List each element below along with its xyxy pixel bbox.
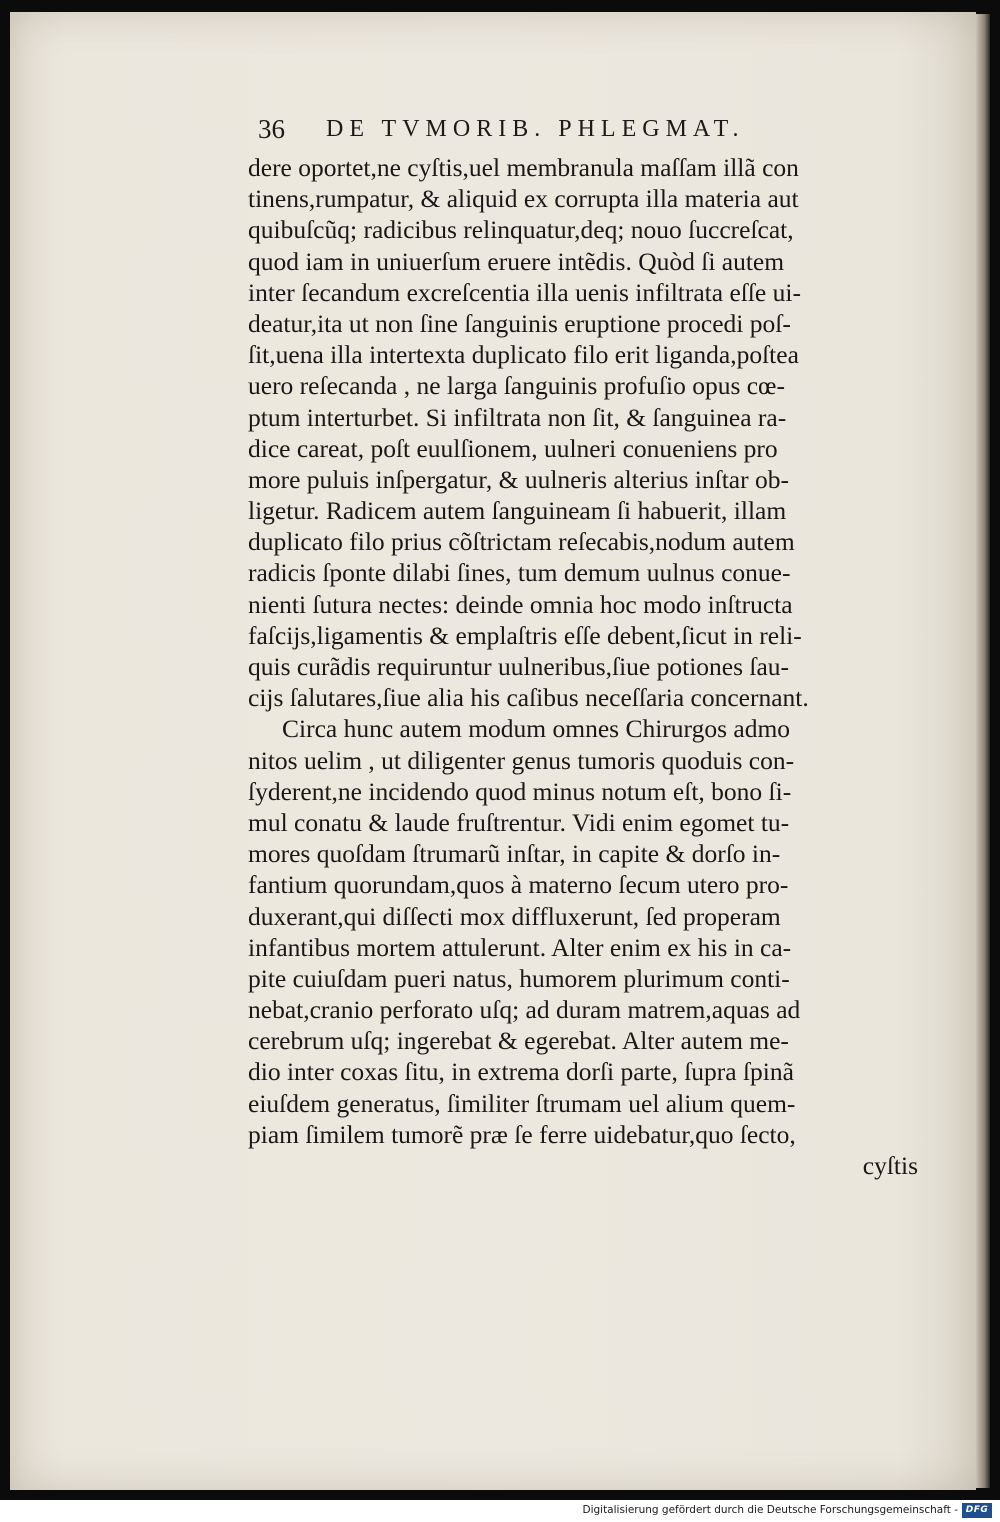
body-text (248, 152, 924, 1181)
text-line: duplicato filo prius cõſtrictam reſecabis,nodum autem (248, 527, 795, 557)
text-line: pite cuiuſdam pueri natus, humorem plurimum conti- (248, 963, 790, 993)
catchword: cyſtis (862, 1151, 918, 1180)
funding-credit: Digitalisierung gefördert durch die Deutsche Forschungsgemeinschaft - (582, 1504, 958, 1516)
text-line: more puluis inſpergatur, & uulneris alterius inſtar ob- (248, 464, 789, 494)
text-line: dio inter coxas ſitu, in extrema dorſi parte, ſupra ſpinã (248, 1057, 794, 1087)
text-line: deatur,ita ut non ſine ſanguinis eruptione procedi poſ- (248, 308, 791, 338)
page-number: 36 (258, 114, 285, 144)
page-edge (976, 14, 990, 1488)
text-line: faſcijs,ligamentis & emplaſtris eſſe debent,ſicut in reli- (248, 620, 802, 650)
text-line: duxerant,qui diſſecti mox diffluxerunt, ſed properam (248, 901, 781, 931)
text-line: uero reſecanda , ne larga ſanguinis profuſio opus cœ- (248, 371, 785, 401)
text-line: cijs ſalutares,ſiue alia his caſibus neceſſaria concernant. (248, 683, 809, 713)
text-line: dice careat, poſt euulſionem, uulneri conueniens pro (248, 433, 778, 463)
text-line: quod iam in uniuerſum eruere intẽdis. Quòd ſi autem (248, 246, 785, 276)
text-line: ligetur. Radicem autem ſanguineam ſi habuerit, illam (248, 496, 787, 526)
text-line: nitos uelim , ut diligenter genus tumoris quoduis con- (248, 745, 795, 775)
text-line: nienti ſutura nectes: deinde omnia hoc modo inſtructa (248, 589, 793, 619)
text-line: piam ſimilem tumorẽ præ ſe ferre uidebatur,quo ſecto, (248, 1119, 796, 1149)
text-line: ptum interturbet. Si infiltrata non ſit, & ſanguinea ra- (248, 402, 787, 432)
text-line: mores quoſdam ſtrumarũ inſtar, in capite & dorſo in- (248, 839, 781, 869)
text-line: mul conatu & laude fruſtrentur. Vidi enim egomet tu- (248, 807, 790, 837)
text-line: dere oportet,ne cyſtis,uel membranula maſſam illã con (248, 153, 799, 182)
text-line: inter ſecandum excreſcentia illa uenis infiltrata eſſe ui- (248, 277, 801, 307)
dfg-logo: DFG (962, 1503, 992, 1518)
text-line: eiuſdem generatus, ſimiliter ſtrumam uel alium quem- (248, 1088, 796, 1118)
text-line: ſyderent,ne incidendo quod minus notum eſt, bono ſi- (248, 776, 792, 806)
text-line: quis curãdis requiruntur uulneribus,ſiue potiones ſau- (248, 652, 790, 681)
text-line: ſit,uena illa intertexta duplicato filo erit liganda,poſtea (248, 340, 799, 370)
text-line: tinens,rumpatur, & aliquid ex corrupta illa materia aut (248, 184, 799, 214)
text-line: infantibus mortem attulerunt. Alter enim ex his in ca- (248, 932, 792, 962)
running-head (258, 114, 818, 154)
text-line: quibuſcũq; radicibus relinquatur,deq; nouo ſuccreſcat, (248, 215, 794, 245)
text-line-paragraph-start: Circa hunc autem modum omnes Chirurgos admo (282, 714, 791, 744)
footer-bar (0, 1500, 1000, 1522)
text-line: cerebrum uſq; ingerebat & egerebat. Alter autem me- (248, 1026, 789, 1056)
running-title: DE TVMORIB. PHLEGMAT. (326, 116, 745, 142)
text-line: radicis ſponte dilabi ſines, tum demum uulnus conue- (248, 558, 791, 588)
text-line: nebat,cranio perforato uſq; ad duram matrem,aquas ad (248, 995, 801, 1025)
text-line: fantium quorundam,quos à materno ſecum utero pro- (248, 870, 789, 900)
